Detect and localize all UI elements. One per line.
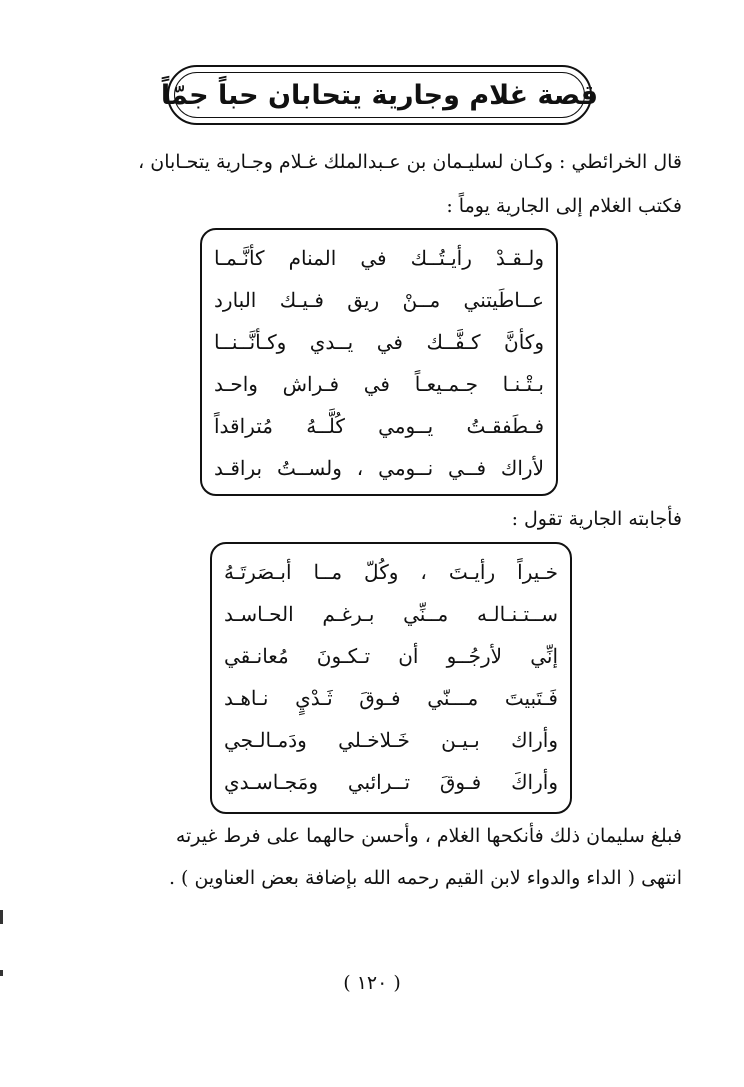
poem-box-1 <box>200 228 558 496</box>
reply-intro: فأجابته الجارية تقول : <box>511 508 682 530</box>
poem-2-verse-6: وأراكَ فـوقَ تــرائبي ومَجـاسـدي <box>224 770 558 794</box>
scan-edge-mark <box>0 910 3 924</box>
poem-2-verse-3: إنِّي لأرجُــو أن تـكـونَ مُعانـقي <box>224 644 558 668</box>
outro-line-2: انتهى ( الداء والدواء لابن القيم رحمه الله بإضافة بعض العناوين ) . <box>168 867 682 889</box>
poem-2-verse-4: فَـتَبيتَ مـــنّي فـوقَ ثَـدْيٍ نـاهـد <box>224 686 558 710</box>
poem-2-verse-1: خـيراً رأيـتَ ، وكُلّ مــا أبـصَرتَـهُ <box>224 560 558 584</box>
poem-1-verse-2: عــاطَيتني مــنْ ريق فـيـك البارد <box>214 288 544 312</box>
intro-line-1: قال الخرائطي : وكـان لسليـمان بن عـبدالملك غـلام وجـارية يتحـابان ، <box>138 151 682 173</box>
poem-1-verse-5: فـطَفقـتُ يــومي كُلَّــهُ مُتراقداً <box>214 414 544 438</box>
page-title: قصة غلام وجارية يتحابان حباً جمّاً <box>160 79 599 111</box>
outro-line-1: فبلغ سليمان ذلك فأنكحها الغلام ، وأحسن حالهما على فرط غيرته <box>175 825 682 847</box>
poem-1-verse-6: لأراك فــي نــومي ، ولســتُ براقـد <box>214 456 544 480</box>
poem-box-2 <box>210 542 572 814</box>
poem-2-verse-2: ســتـنـالـه مــنِّي بـرغـم الحـاسـد <box>224 602 558 626</box>
title-frame <box>160 65 599 125</box>
intro-line-2: فكتب الغلام إلى الجارية يوماً : <box>446 195 682 217</box>
scan-edge-mark <box>0 970 3 976</box>
poem-1-verse-1: ولـقـدْ رأيـتُــك في المنام كأنَّـمـا <box>214 246 544 270</box>
poem-1-verse-4: بـتْـنـا جـمـيعـاً في فـراش واحـد <box>214 372 544 396</box>
poem-1-verse-3: وكأنَّ كـفَّــك في يــدي وكـأنَّــنــا <box>214 330 544 354</box>
poem-2-verse-5: وأراك بـيـن خَـلاخـلي ودَمـالـجي <box>224 728 558 752</box>
page-number: ( ١٢٠ ) <box>343 972 401 994</box>
